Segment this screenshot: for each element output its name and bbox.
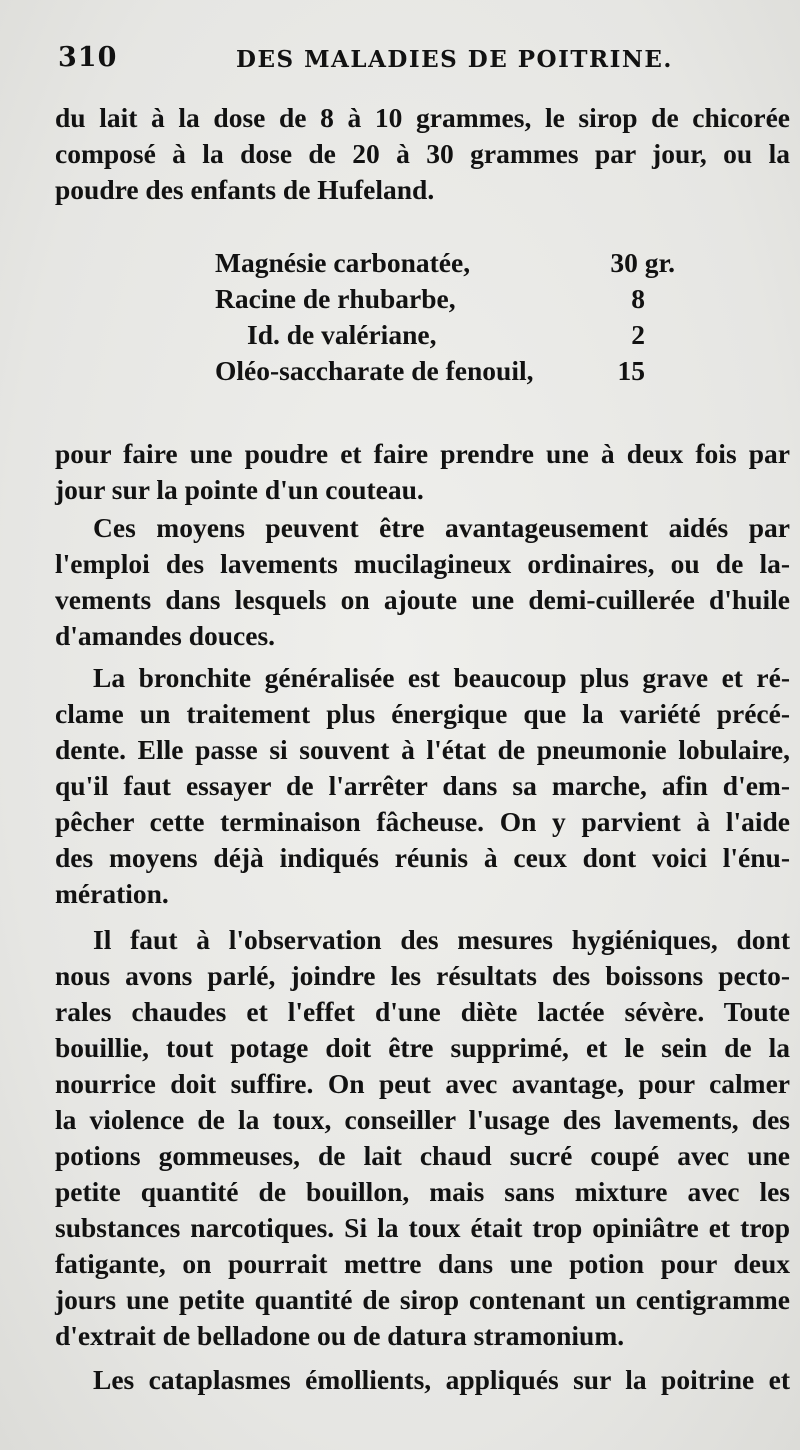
text-line: qu'il faut essayer de l'arrêter dans sa marche, afin d'em- <box>55 770 790 801</box>
text-line: pêcher cette terminaison fâcheuse. On y parvient à l'aide <box>55 806 790 837</box>
recipe-ingredient: Oléo-saccharate de fenouil, <box>215 355 534 386</box>
recipe-row <box>215 319 675 355</box>
text-block-instructions <box>55 436 790 508</box>
paragraph-1 <box>55 510 790 654</box>
paragraph-4 <box>55 1362 790 1398</box>
text-line: La bronchite généralisée est beaucoup plus grave et ré- <box>93 662 790 693</box>
text-line: vements dans lesquels on ajoute une demi-cuillerée d'huile <box>55 584 790 615</box>
text-line: nourrice doit suffire. On peut avec avantage, pour calmer <box>55 1068 790 1099</box>
text-block-intro <box>55 100 790 208</box>
recipe-ingredient: Racine de rhubarbe, <box>215 283 456 314</box>
text-line: bouillie, tout potage doit être supprimé, et le sein de la <box>55 1032 790 1063</box>
text-line: Il faut à l'observation des mesures hygiéniques, dont <box>93 924 790 955</box>
text-line: fatigante, on pourrait mettre dans une potion pour deux <box>55 1248 790 1279</box>
text-line: Les cataplasmes émollients, appliqués sur la poitrine et <box>93 1364 790 1395</box>
recipe-quantity: 8 <box>631 283 645 314</box>
text-line: nous avons parlé, joindre les résultats des boissons pecto- <box>55 960 790 991</box>
page-number: 310 <box>58 42 118 73</box>
text-line: dente. Elle passe si souvent à l'état de pneumonie lobulaire, <box>55 734 790 765</box>
text-line: Ces moyens peuvent être avantageusement aidés par <box>93 512 790 543</box>
recipe-table <box>215 247 675 391</box>
recipe-quantity: 15 <box>617 355 645 386</box>
text-line: pour faire une poudre et faire prendre une à deux fois par <box>55 438 790 469</box>
text-line: rales chaudes et l'effet d'une diète lactée sévère. Toute <box>55 996 790 1027</box>
text-line: l'emploi des lavements mucilagineux ordinaires, ou de la- <box>55 548 790 579</box>
recipe-quantity: 2 <box>631 319 645 350</box>
text-line: potions gommeuses, de lait chaud sucré coupé avec une <box>55 1140 790 1171</box>
text-line: d'extrait de belladone ou de datura stramonium. <box>55 1320 625 1351</box>
recipe-row <box>215 283 675 319</box>
text-line: mération. <box>55 878 169 909</box>
recipe-row <box>215 247 675 283</box>
recipe-row <box>215 355 675 391</box>
text-line: jour sur la pointe d'un couteau. <box>55 474 424 505</box>
running-head: DES MALADIES DE POITRINE. <box>236 46 673 73</box>
paragraph-3 <box>55 922 790 1354</box>
text-line: composé à la dose de 20 à 30 grammes par jour, ou la <box>55 138 790 169</box>
recipe-ingredient: Magnésie carbonatée, <box>215 247 471 278</box>
text-line: clame un traitement plus énergique que la variété précé- <box>55 698 790 729</box>
paragraph-2 <box>55 660 790 912</box>
text-line: du lait à la dose de 8 à 10 grammes, le sirop de chicorée <box>55 102 790 133</box>
recipe-ingredient: Id. de valériane, <box>247 319 437 350</box>
text-line: petite quantité de bouillon, mais sans mixture avec les <box>55 1176 790 1207</box>
page-header <box>58 42 778 82</box>
text-line: poudre des enfants de Hufeland. <box>55 174 435 205</box>
text-line: des moyens déjà indiqués réunis à ceux dont voici l'énu- <box>55 842 790 873</box>
text-line: jours une petite quantité de sirop contenant un centigramme <box>55 1284 790 1315</box>
recipe-quantity: 30 gr. <box>610 247 675 278</box>
text-line: d'amandes douces. <box>55 620 276 651</box>
text-line: la violence de la toux, conseiller l'usage des lavements, des <box>55 1104 790 1135</box>
text-line: substances narcotiques. Si la toux était trop opiniâtre et trop <box>55 1212 790 1243</box>
